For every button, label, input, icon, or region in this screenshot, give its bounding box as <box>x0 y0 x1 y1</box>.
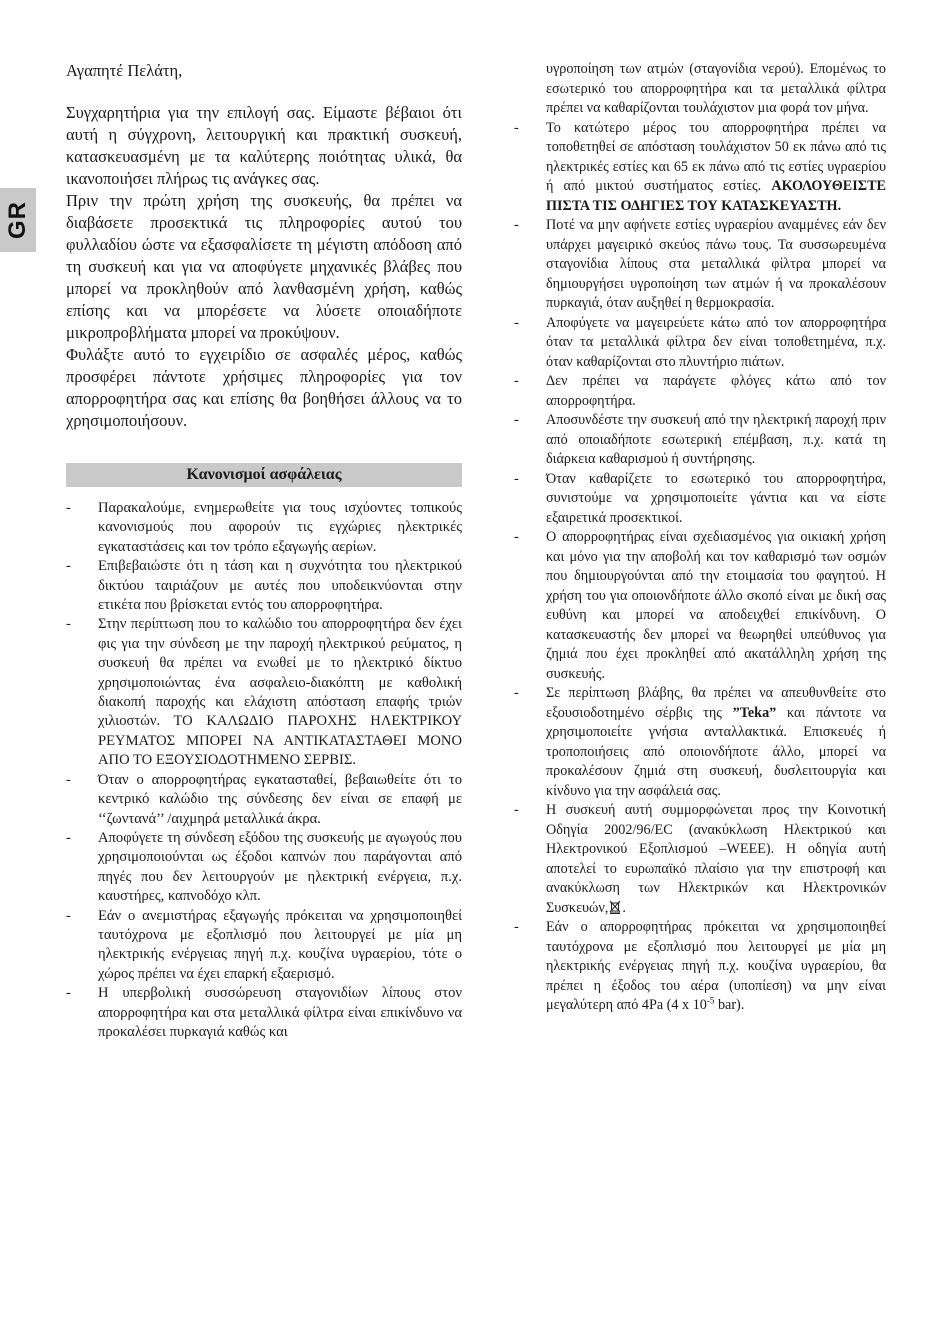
dash-marker: - <box>66 558 71 575</box>
dash-marker: - <box>66 771 71 788</box>
list-item-pressure <box>514 918 886 1016</box>
list-item-text: Παρακαλούμε, ενημερωθείτε για τους ισχύοντες τοπικούς κανονισμούς που αφορούν τις εγχώριες ηλεκτρικές εγκαταστάσεις και τον τρόπο εξαγωγής αερίων. <box>98 500 462 555</box>
list-item-text: Όταν ο απορροφητήρας εγκατασταθεί, βεβαιωθείτε ότι το κεντρικό καλώδιο της σύνδεσης δεν είναι σε επαφή με ‘‘ζωντανά’’ /αιχμηρά μεταλλικά άκρα. <box>98 771 462 827</box>
language-tab-label: GR <box>4 201 31 239</box>
dash-marker: - <box>66 829 71 846</box>
crossed-bin-icon <box>609 900 621 914</box>
list-item-text: Αποσυνδέστε την συσκευή από την ηλεκτρική παροχή πριν από οποιαδήποτε εσωτερική επέμβαση, π.χ. κατά τη διάρκεια καθαρισμού ή συντήρησης. <box>546 412 886 467</box>
list-item-text: . <box>622 899 626 916</box>
dash-marker: - <box>66 500 71 516</box>
list-item-text: Εάν ο απορροφητήρας πρόκειται να χρησιμοποιηθεί ταυτόχρονα με εξοπλισμό που λειτουργεί με μία μη ηλεκτρικής ενέργειας πηγή π.χ. κουζίνα υγραερίου, θα πρέπει η έξοδος του αέρα (υποπίεση) να μην είναι μεγαλύτερη από 4Pa (4 x 10 <box>546 919 886 1013</box>
list-item <box>66 499 462 557</box>
list-item <box>66 557 462 615</box>
list-item <box>514 411 886 470</box>
list-item-text: Αποφύγετε τη σύνδεση εξόδου της συσκευής με αγωγούς που χρησιμοποιούνται ως έξοδοι καπνών που παράγονται από πηγές που δεν λειτουργούν με ηλεκτρική ενέργεια, π.χ. καυστήρες, καπνοδόχο κλπ. <box>98 829 462 905</box>
list-item <box>514 528 886 684</box>
dash-marker: - <box>514 529 519 545</box>
intro-paragraph: Συγχαρητήρια για την επιλογή σας. Είμαστε βέβαιοι ότι αυτή η σύγχρονη, λειτουργική και πρακτική συσκευή, κατασκευασμένη με τα καλύτερης ποιότητας υλικά, θα ικανοποιήσει πλήρως τις ανάγκες σας. <box>66 103 462 188</box>
list-item <box>66 771 462 829</box>
left-column <box>66 60 462 1042</box>
dash-marker: - <box>514 373 519 389</box>
list-item-continuation: υγροποίηση των ατμών (σταγονίδια νερού). Επομένως το εσωτερικό του απορροφητήρα και τα μεταλλικά φίλτρα πρέπει να καθαρίζονται τουλάχιστον μια φορά τον μήνα. <box>546 61 886 116</box>
list-item-text: Η συσκευή αυτή συμμορφώνεται προς την Κοινοτική Οδηγία 2002/96/EC (ανακύκλωση Ηλεκτρικού και Ηλεκτρονικού Εξοπλισμού –WEEE). Η οδηγία αυτή αποτελεί το ευρωπαϊκό πλαίσιο για την επιστροφή και ανακύκλωση των Ηλεκτρικών και Ηλεκτρονικών Συσκευών, <box>546 802 886 916</box>
list-item <box>514 216 886 314</box>
list-item <box>514 470 886 529</box>
dash-marker: - <box>514 119 519 136</box>
language-tab-gr <box>0 188 36 252</box>
list-item-text: Το κατώτερο μέρος του απορροφητήρα πρέπει να τοποθετηθεί σε απόσταση τουλάχιστον 50 εκ πάνω από τις ηλεκτρικές εστίες και 65 εκ πάνω από τις εστίες υγραερίου ή από μικτού συστήματος εστίες. <box>546 119 886 194</box>
safety-heading: Κανονισμοί ασφάλειας <box>66 463 462 487</box>
intro-paragraph: Πριν την πρώτη χρήση της συσκευής, θα πρέπει να διαβάσετε προσεκτικά τις πληροφορίες αυτού του φυλλαδίου ώστε να εξασφαλίσετε τη μέγιστη απόδοση από τη συσκευή και για να αποφύγετε μηχανικές βλάβες που μπορεί να προκληθούν από λανθασμένη χρήση, καθώς επίσης και να μπορέσετε να λύσετε οποιαδήποτε μικροπροβλήματα μπορεί να προκύψουν. <box>66 191 462 342</box>
dash-marker: - <box>514 470 519 487</box>
safety-list-left <box>66 499 462 1042</box>
list-item-text: Η υπερβολική συσσώρευση σταγονιδίων λίπους στον απορροφητήρα και στα μεταλλικά φίλτρα είναι επικίνδυνο να προκαλέσει πυρκαγιά καθώς και <box>98 985 462 1040</box>
dash-marker: - <box>66 907 71 924</box>
safety-list-right <box>514 119 886 1016</box>
dash-marker: - <box>514 802 519 818</box>
list-item-hob-distance <box>514 119 886 217</box>
dash-marker: - <box>514 685 519 701</box>
intro-paragraph: Φυλάξτε αυτό το εγχειρίδιο σε ασφαλές μέρος, καθώς προσφέρει πάντοτε χρήσιμες πληροφορίες για τον απορροφητήρα σας και επίσης θα βοηθήσει άλλους να το χρησιμοποιήσουν. <box>66 345 462 430</box>
right-column <box>514 60 886 1016</box>
list-item-text: Ο απορροφητήρας είναι σχεδιασμένος για οικιακή χρήση και μόνο για την αποβολή και τον καθαρισμό των οσμών που δημιουργούνται από την ετοιμασία του φαγητού. Η χρήση του για οποιονδήποτε άλλο σκοπό είναι με δική σας ευθύνη και μπορεί να αποδειχθεί επικίνδυνη. Ο κατασκευαστής δεν μπορεί να θεωρηθεί υπεύθυνος για ζημιά που έχει προκληθεί από ακατάλληλη χρήση της συσκευής. <box>546 529 886 682</box>
dash-marker: - <box>514 217 519 233</box>
list-item <box>66 829 462 907</box>
list-item <box>66 615 462 770</box>
intro-text <box>66 102 462 432</box>
brand-name: ”Teka” <box>732 704 777 721</box>
greeting: Αγαπητέ Πελάτη, <box>66 61 183 80</box>
manufacturer-instructions-note: ΑΚΟΛΟΥΘΕΙΣΤΕ ΠΙΣΤΑ ΤΙΣ ΟΔΗΓΙΕΣ ΤΟΥ ΚΑΤΑΣΚΕΥΑΣΤΗ. <box>546 178 886 214</box>
list-item <box>66 984 462 1042</box>
list-item-text: Δεν πρέπει να παράγετε φλόγες κάτω από τον απορροφητήρα. <box>546 373 886 409</box>
dash-marker: - <box>66 985 71 1002</box>
list-item-text: Όταν καθαρίζετε το εσωτερικό του απορροφητήρα, συνιστούμε να χρησιμοποιείτε γάντια και να είστε εξαιρετικά προσεκτικοί. <box>546 470 886 526</box>
list-item-text: bar). <box>714 997 745 1013</box>
list-item <box>514 372 886 411</box>
dash-marker: - <box>514 919 519 935</box>
exponent: -5 <box>706 995 715 1006</box>
list-item-weee <box>514 801 886 918</box>
dash-marker: - <box>514 314 519 331</box>
dash-marker: - <box>66 616 71 633</box>
list-item <box>514 314 886 373</box>
list-item-service <box>514 684 886 801</box>
list-item-text: Σε περίπτωση βλάβης, θα πρέπει να απευθυνθείτε στο εξουσιοδοτημένο σέρβις της <box>546 685 886 721</box>
list-item-text: και πάντοτε να χρησιμοποιείτε γνήσια ανταλλακτικά. Επισκευές ή τροποποιήσεις από οποιονδήποτε άλλο, μπορεί να προκαλέσουν ζημιά στη συσκευή, δυσλειτουργία και κίνδυνο για την ασφάλειά σας. <box>546 704 886 799</box>
list-item <box>66 907 462 985</box>
list-item-text: Εάν ο ανεμιστήρας εξαγωγής πρόκειται να χρησιμοποιηθεί ταυτόχρονα με εξοπλισμό που λειτουργεί με μία μη ηλεκτρικής ενέργειας πηγή π.χ. κουζίνα υγραερίου, τότε ο χώρος πρέπει να έχει επαρκή εξαερισμό. <box>98 907 462 982</box>
list-item-text: Ποτέ να μην αφήνετε εστίες υγραερίου αναμμένες εάν δεν υπάρχει μαγειρικό σκεύος πάνω τους. Τα συσσωρευμένα σταγονίδια λίπους στα μεταλλικά φίλτρα μπορεί να δημιουργήσει υγροποίηση των ατμών ή να προκαλέσουν πυρκαγιά, όταν αυξηθεί η θερμοκρασία. <box>546 217 886 311</box>
list-item-text: Επιβεβαιώστε ότι η τάση και η συχνότητα του ηλεκτρικού δικτύου ταιριάζουν με αυτές που υποδεικνύονται στην ετικέτα που βρίσκεται εντός του απορροφητήρα. <box>98 558 462 614</box>
dash-marker: - <box>514 412 519 428</box>
list-item-text: Αποφύγετε να μαγειρεύετε κάτω από τον απορροφητήρα όταν τα μεταλλικά φίλτρα δεν είναι τοποθετημένα, π.χ. όταν καθαρίζονται στο πλυντήριο πιάτων. <box>546 314 886 370</box>
list-item-text: Στην περίπτωση που το καλώδιο του απορροφητήρα δεν έχει φις για την σύνδεση με την παροχή ηλεκτρικού ρεύματος, η συσκευή θα πρέπει να ενωθεί με το ηλεκτρικό δίκτυο χρησιμοποιώντας ένα ασφαλειο-διακόπτη με καθολική διακοπή παροχής και ελάχιστη απόσταση επαφής τριών χιλιοστών. ΤΟ ΚΑΛΩΔΙΟ ΠΑΡΟΧΗΣ ΗΛΕΚΤΡΙΚΟΥ ΡΕΥΜΑΤΟΣ ΜΠΟΡΕΙ ΝΑ ΑΝΤΙΚΑΤΑΣΤΑΘΕΙ ΜΟΝΟ ΑΠΟ ΤΟ ΕΞΟΥΣΙΟΔΟΤΗΜΕΝΟ ΣΕΡΒΙΣ. <box>98 616 462 769</box>
